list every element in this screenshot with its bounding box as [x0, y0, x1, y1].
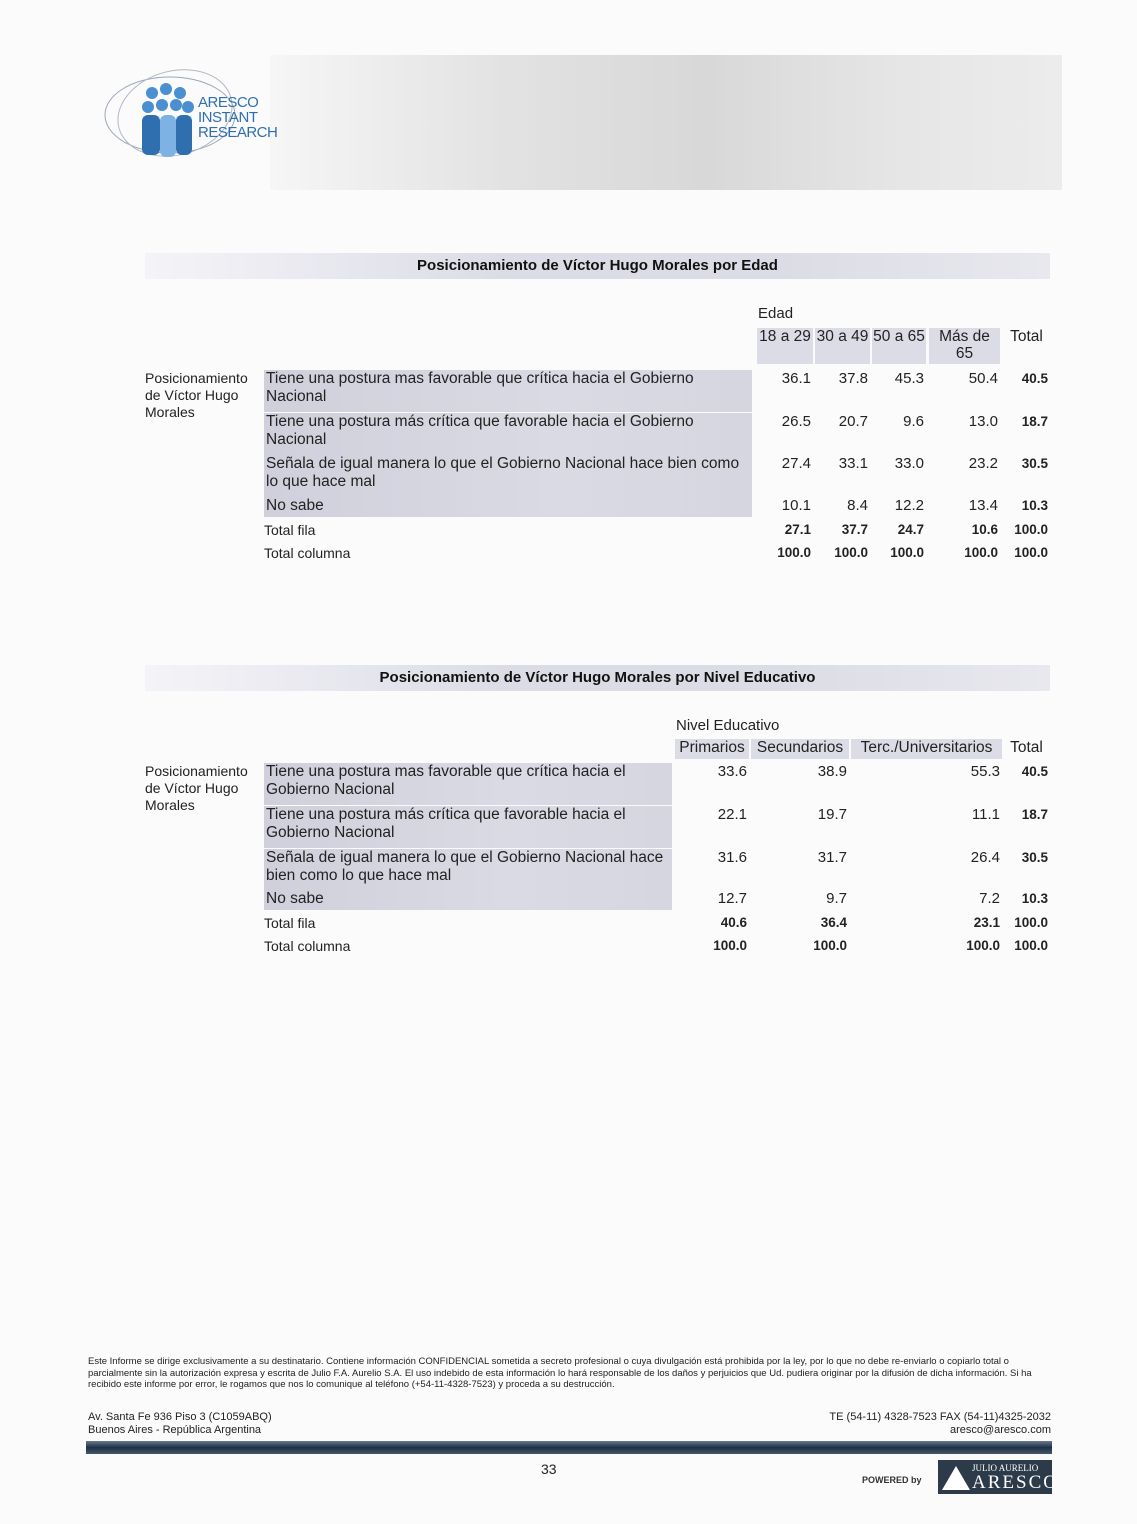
column-header: Terc./Universitarios: [851, 739, 1002, 759]
total-cell: 100.0: [813, 938, 847, 953]
phone: TE (54-11) 4328-7523 FAX (54-11)4325-2032: [829, 1411, 1051, 1423]
data-cell: 9.6: [903, 413, 924, 430]
page-number: 33: [541, 1461, 557, 1477]
total-label: Total fila: [264, 915, 316, 931]
column-group-label: Nivel Educativo: [676, 717, 780, 734]
total-cell: 100.0: [713, 938, 747, 953]
column-header: 30 a 49: [815, 328, 870, 364]
data-cell: 31.6: [717, 849, 747, 866]
column-header: Total: [1010, 328, 1043, 345]
table-title: Posicionamiento de Víctor Hugo Morales por Edad: [145, 253, 1050, 279]
data-cell: 30.5: [1021, 456, 1048, 471]
total-cell: 100.0: [890, 545, 924, 560]
row-label: No sabe: [264, 890, 672, 910]
total-cell: 37.7: [841, 522, 868, 537]
data-cell: 12.7: [717, 890, 747, 907]
data-cell: 33.6: [717, 763, 747, 780]
data-cell: 40.5: [1021, 764, 1048, 779]
row-label: Tiene una postura más crítica que favorable hacia el Gobierno Nacional: [264, 413, 752, 455]
row-label: Tiene una postura más crítica que favorable hacia el Gobierno Nacional: [264, 806, 672, 848]
data-cell: 22.1: [717, 806, 747, 823]
brand-large: ARESCO: [972, 1472, 1059, 1493]
data-cell: 38.9: [817, 763, 847, 780]
data-cell: 10.1: [781, 497, 811, 514]
data-cell: 20.7: [838, 413, 868, 430]
data-cell: 8.4: [847, 497, 868, 514]
column-group-label: Edad: [758, 305, 794, 322]
column-header: Secundarios: [751, 739, 849, 759]
total-cell: 10.6: [971, 522, 998, 537]
data-cell: 45.3: [894, 370, 924, 387]
address-line: Buenos Aires - República Argentina: [88, 1424, 262, 1436]
contact-info: [829, 1411, 1051, 1437]
total-label: Total columna: [264, 938, 351, 954]
data-cell: 7.2: [979, 890, 1000, 907]
data-cell: 11.1: [971, 806, 1000, 823]
row-group-label: Posicionamiento de Víctor Hugo Morales: [145, 370, 248, 420]
logo-line: ARESCO: [198, 94, 259, 111]
row-label: Tiene una postura mas favorable que crítica hacia el Gobierno Nacional: [264, 370, 752, 412]
data-cell: 12.2: [894, 497, 924, 514]
total-cell: 100.0: [966, 938, 1000, 953]
logo-line: INSTANT: [198, 109, 258, 126]
data-cell: 27.4: [781, 455, 811, 472]
total-cell: 100.0: [1014, 938, 1048, 953]
data-cell: 13.0: [968, 413, 998, 430]
logo-text: [198, 95, 277, 140]
footer-divider: [86, 1441, 1052, 1454]
powered-by: POWERED by: [862, 1475, 922, 1485]
data-cell: 37.8: [838, 370, 868, 387]
total-cell: 100.0: [964, 545, 998, 560]
data-cell: 36.1: [781, 370, 811, 387]
data-cell: 19.7: [817, 806, 847, 823]
data-cell: 26.5: [781, 413, 811, 430]
address-line: Av. Santa Fe 936 Piso 3 (C1059ABQ): [88, 1411, 272, 1423]
total-cell: 27.1: [784, 522, 811, 537]
data-cell: 55.3: [970, 763, 1000, 780]
row-label: No sabe: [264, 497, 752, 517]
aresco-brand-logo: [938, 1460, 1059, 1494]
data-cell: 9.7: [826, 890, 847, 907]
row-label: Señala de igual manera lo que el Gobierno Nacional hace bien como lo que hace mal: [264, 849, 672, 891]
column-header: Total: [1010, 739, 1043, 756]
data-cell: 30.5: [1021, 850, 1048, 865]
data-cell: 18.7: [1021, 414, 1048, 429]
email: aresco@aresco.com: [949, 1424, 1051, 1436]
data-cell: 10.3: [1021, 891, 1048, 906]
data-cell: 50.4: [968, 370, 998, 387]
data-cell: 26.4: [970, 849, 1000, 866]
column-header: Primarios: [675, 739, 749, 759]
total-label: Total fila: [264, 522, 316, 538]
confidentiality-disclaimer: Este Informe se dirige exclusivamente a su destinatario. Contiene información CONFIDENCIAL sometida a secreto profesional o cuya divulgación está prohibida por la ley, por lo que no debe re-enviarlo o copiarlo total o parcialmente sin la autorización expresa y escrita de Julio F.A. Aurelio S.A. El uso indebido de esta información lo hará responsable de los daños y perjuicios que Ud. pudiera originar por la difusión de dicha información. Si ha recibido este informe por error, le rogamos que nos lo comunique al teléfono (+54-11-4328-7523) y proceda a su destrucción.: [88, 1356, 1032, 1390]
total-cell: 40.6: [720, 915, 747, 930]
data-cell: 23.2: [968, 455, 998, 472]
brand-small: JULIO AURELIO: [972, 1463, 1039, 1473]
total-cell: 24.7: [897, 522, 924, 537]
data-cell: 33.1: [838, 455, 868, 472]
column-header: 50 a 65: [872, 328, 926, 364]
column-header: 18 a 29: [757, 328, 813, 364]
logo-line: RESEARCH: [198, 124, 278, 141]
row-group-label: Posicionamiento de Víctor Hugo Morales: [145, 763, 248, 813]
data-cell: 40.5: [1021, 371, 1048, 386]
row-label: Señala de igual manera lo que el Gobierno Nacional hace bien como lo que hace mal: [264, 455, 752, 497]
total-cell: 100.0: [1014, 522, 1048, 537]
table-title: Posicionamiento de Víctor Hugo Morales por Nivel Educativo: [145, 665, 1050, 691]
total-cell: 100.0: [1014, 545, 1048, 560]
total-cell: 100.0: [1014, 915, 1048, 930]
data-cell: 13.4: [968, 497, 998, 514]
total-label: Total columna: [264, 545, 351, 561]
address: [88, 1411, 272, 1437]
data-cell: 33.0: [894, 455, 924, 472]
data-cell: 31.7: [817, 849, 847, 866]
header-banner-image: [270, 55, 1062, 190]
total-cell: 23.1: [973, 915, 1000, 930]
column-header: Más de 65: [929, 328, 1000, 364]
total-cell: 36.4: [820, 915, 847, 930]
row-label: Tiene una postura mas favorable que crítica hacia el Gobierno Nacional: [264, 763, 672, 805]
triangle-icon: [942, 1466, 970, 1490]
data-cell: 18.7: [1021, 807, 1048, 822]
total-cell: 100.0: [834, 545, 868, 560]
total-cell: 100.0: [777, 545, 811, 560]
data-cell: 10.3: [1021, 498, 1048, 513]
